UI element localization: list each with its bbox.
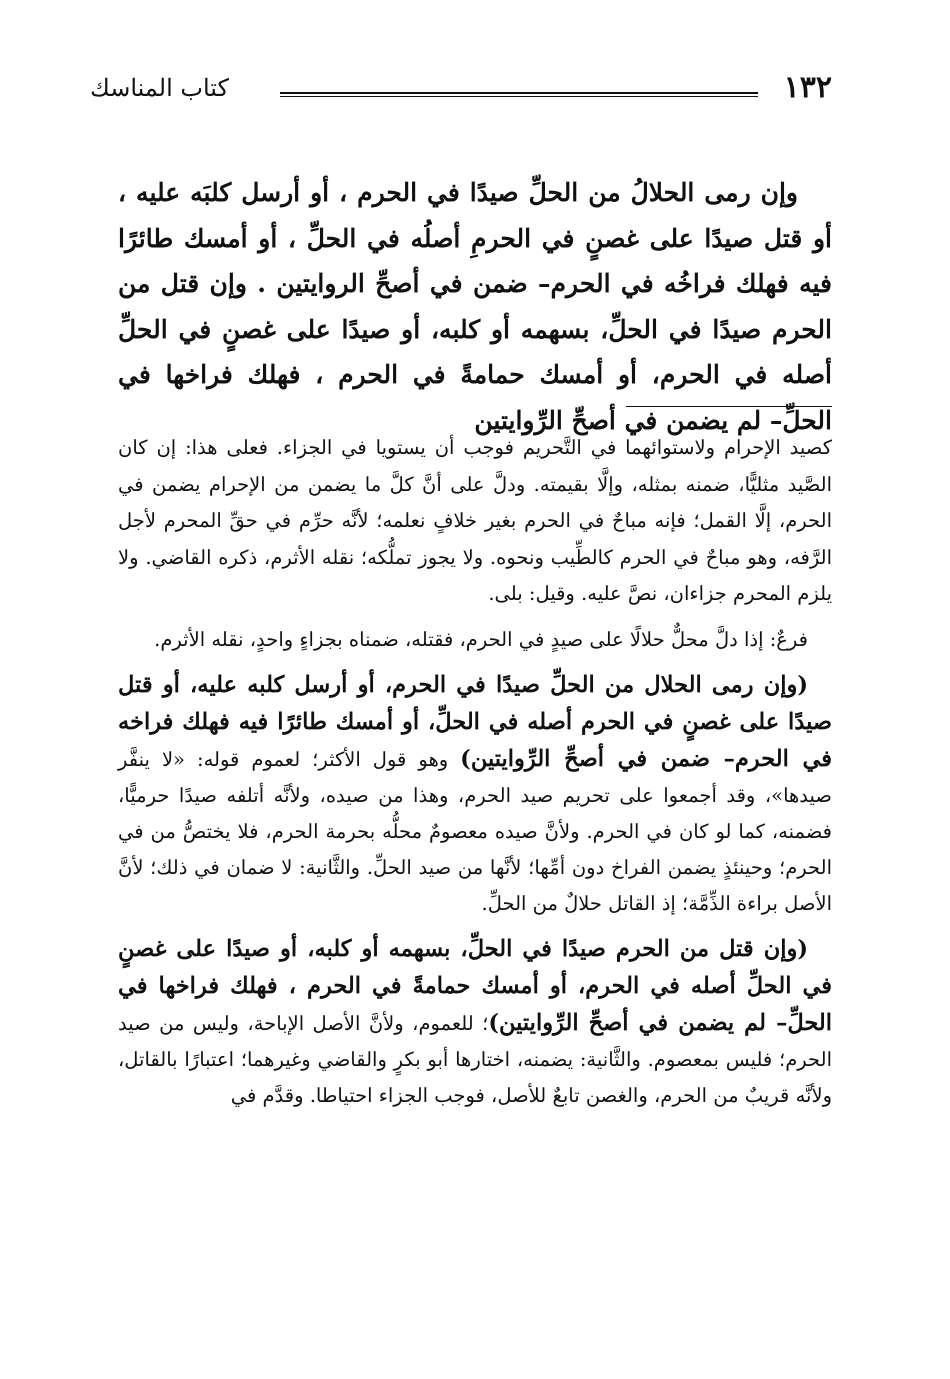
commentary-text: ؛ للعموم، ولأنَّ الأصل الإباحة، وليس من صيد الحرم؛ فليس بمعصوم. والثَّانية: يضمنه، اختارها أبو بكرٍ والقاضي وغيرهما؛ اعتبارًا بالقاتل، ولأنَّه قريبٌ من الحرم، والغصن تابعٌ للأصل، فوجب الجزاء احتياطا. وقدَّم في	[118, 1012, 832, 1107]
book-title: كتاب المناسك	[90, 74, 229, 102]
page-number: ١٣٢	[783, 70, 832, 105]
quoted-matn: (وإن قتل من الحرم صيدًا في الحلِّ، بسهمه أو كلبه، أو صيدًا على غصنٍ في الحلِّ أصله في الحرم، أو أمسك حمامةً في الحرم ، فهلك فراخها في الحلِّ– لم يضمن في أصحِّ الرِّوايتين)	[118, 936, 833, 1036]
matn-text: وإن رمى الحلالُ من الحلِّ صيدًا في الحرم ، أو أرسل كلبَه عليه ، أو قتل صيدًا على غصنٍ في الحرمِ أصلُه في الحلِّ ، أو أمسك طائرًا فيه فهلك فراخُه في الحرم– ضمن في أصحِّ الروايتين . وإن قتل من الحرم صيدًا في الحلِّ، بسهمه أو كلبه، أو صيدًا على غصنٍ في الحلِّ أصله في الحرم، أو أمسك حمامةً في الحرم ، فهلك فراخها في الحلِّ– لم يضمن في أصحِّ الرِّوايتين	[118, 178, 832, 435]
commentary-paragraph-4	[118, 931, 832, 1114]
header-rule	[280, 92, 758, 94]
commentary	[118, 430, 832, 1123]
commentary-paragraph-1: كصيد الإحرام ولاستوائهما في التَّحريم فوجب أن يستويا في الجزاء. فعلى هذا: إن كان الصَّيد مثليًّا، ضمنه بمثله، وإلَّا بقيمته. ودلَّ على أنَّ كلَّ ما يضمن من الإحرام يضمن في الحرم، إلَّا القمل؛ فإنه مباحٌ في الحرم بغير خلافٍ نعلمه؛ لأنَّه حرِّم في حقِّ المحرم لأجل الرَّفه، وهو مباحٌ في الحرم كالطِّيب ونحوه. ولا يجوز تملُّكه؛ نقله الأثرم، ذكره القاضي. ولا يلزم المحرم جزاءان، نصَّ عليه. وقيل: بلى.	[118, 436, 832, 605]
page-header	[90, 70, 832, 110]
quoted-matn: (وإن رمى الحلال من الحلِّ صيدًا في الحرم، أو أرسل كلبه عليه، أو قتل صيدًا على غصنٍ في الحرم أصله في الحلِّ، أو أمسك طائرًا فيه فهلك فراخه في الحرم– ضمن في أصحِّ الرِّوايتين)	[118, 672, 832, 772]
commentary-text: وهو قول الأكثر؛ لعموم قوله: «لا ينفَّر صيدها»، وقد أجمعوا على تحريم صيد الحرم، وهذا من صيده، ولأنَّه أتلفه صيدًا حرميًّا، فضمنه، كما لو كان في الحرم. ولأنَّ صيده معصومٌ محلُّه بحرمة الحرم، فلا يختصُّ من في الحرم؛ وحينئذٍ يضمن الفراخ دون أمِّها؛ لأنَّها من صيد الحلِّ. والثَّانية: لا ضمان في ذلك؛ لأنَّ الأصل براءة الذِّمَّة؛ إذ القاتل حلالٌ من الحلِّ.	[118, 748, 832, 915]
matn-block	[118, 170, 832, 443]
commentary-paragraph-2: فرعٌ: إذا دلَّ محلٌّ حلالًا على صيدٍ في الحرم، فقتله، ضمناه بجزاءٍ واحدٍ، نقله الأثرم.	[154, 627, 808, 651]
separator-rule	[626, 406, 832, 407]
commentary-paragraph-3	[118, 667, 832, 922]
